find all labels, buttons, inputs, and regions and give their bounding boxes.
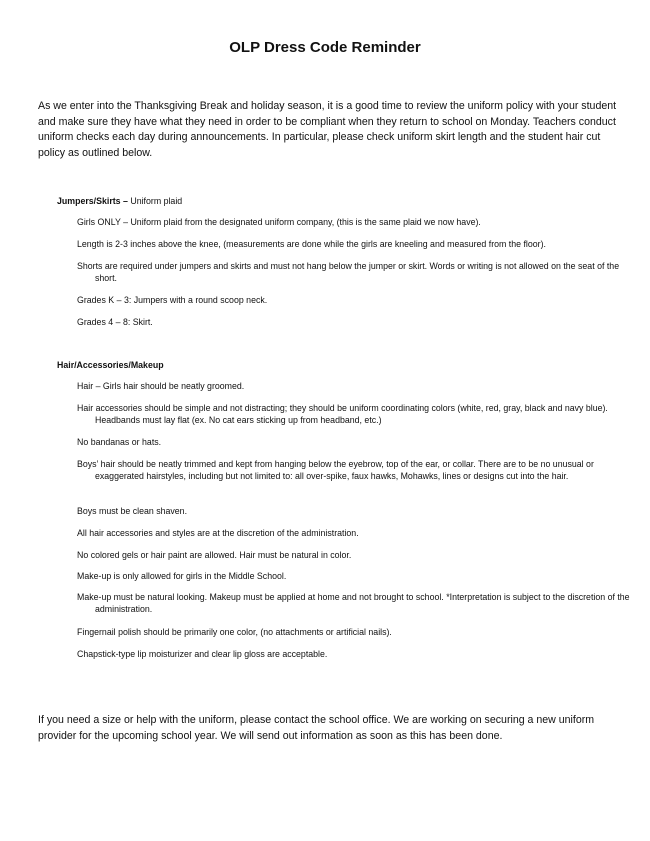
jumpers-item: Grades 4 – 8: Skirt. [77, 317, 153, 327]
jumpers-subheading: Uniform plaid [127, 196, 183, 206]
hair-item: Chapstick-type lip moisturizer and clear lip gloss are acceptable. [77, 649, 328, 659]
jumpers-section-heading [57, 196, 182, 206]
hair-item: All hair accessories and styles are at the discretion of the administration. [77, 528, 359, 538]
hair-item: Boys must be clean shaven. [77, 506, 188, 516]
hair-section-heading: Hair/Accessories/Makeup [57, 360, 164, 370]
hair-item: Make-up must be natural looking. Makeup must be applied at home and not brought to school. *Interpretation is subject to the discretion of the administration. [77, 592, 630, 615]
jumpers-item: Girls ONLY – Uniform plaid from the designated uniform company, (this is the same plaid we now have). [77, 217, 481, 227]
closing-paragraph: If you need a size or help with the uniform, please contact the school office. We are working on securing a new uniform provider for the upcoming school year. We will send out information as soon as this has been done. [38, 714, 595, 742]
jumpers-item: Grades K – 3: Jumpers with a round scoop neck. [77, 295, 268, 305]
hair-item: No colored gels or hair paint are allowed. Hair must be natural in color. [77, 550, 352, 560]
hair-item: Hair – Girls hair should be neatly groomed. [77, 381, 245, 391]
hair-item: Boys’ hair should be neatly trimmed and kept from hanging below the eyebrow, top of the ear, or collar. There are to be no unusual or exaggerated hairstyles, including but not limited to: all over-spike, faux hawks, Mohawks, lines or designs cut into the hair. [77, 459, 594, 482]
hair-item: Hair accessories should be simple and not distracting; they should be uniform coordinating colors (white, red, gray, black and navy blue). Headbands must lay flat (ex. No cat ears sticking up from headband, etc.) [77, 403, 608, 426]
page-title: OLP Dress Code Reminder [229, 39, 421, 56]
hair-item: Make-up is only allowed for girls in the Middle School. [77, 571, 287, 581]
jumpers-item: Length is 2-3 inches above the knee, (measurements are done while the girls are kneeling and measured from the floor). [77, 239, 546, 249]
hair-item: Fingernail polish should be primarily one color, (no attachments or artificial nails). [77, 627, 392, 637]
hair-item: No bandanas or hats. [77, 437, 162, 447]
intro-paragraph: As we enter into the Thanksgiving Break and holiday season, it is a good time to review the uniform policy with your student and make sure they have what they need in order to be compliant when they return to school on Monday. Teachers conduct uniform checks each day during announcements. In particular, please check uniform skirt length and the student hair cut policy as outlined below. [38, 100, 617, 159]
jumpers-heading-label: Jumpers/Skirts – [57, 196, 128, 206]
jumpers-item: Shorts are required under jumpers and skirts and must not hang below the jumper or skirt. Words or writing is not allowed on the seat of the short. [77, 261, 620, 284]
